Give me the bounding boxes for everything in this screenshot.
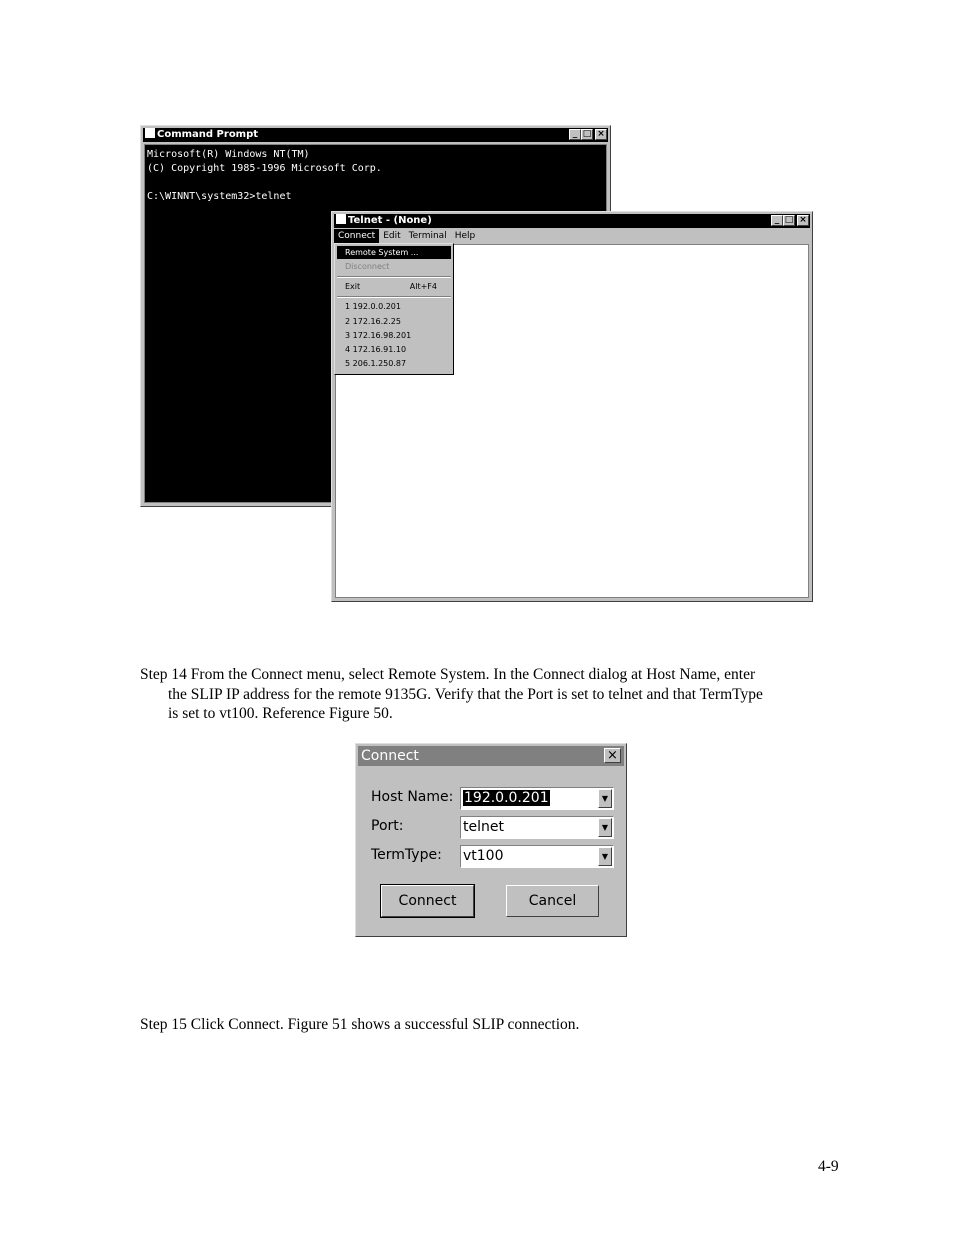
page-number: 4-9 bbox=[818, 1158, 839, 1175]
menu-item-recent-5[interactable]: 5 206.1.250.87 bbox=[345, 359, 407, 368]
command-prompt-title: Command Prompt bbox=[157, 129, 259, 140]
telnet-menubar bbox=[334, 229, 810, 244]
console-line bbox=[147, 176, 604, 190]
termtype-label: TermType: bbox=[371, 847, 442, 863]
cancel-button[interactable]: Cancel bbox=[506, 885, 599, 917]
menu-item-disconnect: Disconnect bbox=[345, 262, 390, 271]
console-line: (C) Copyright 1985-1996 Microsoft Corp. bbox=[147, 163, 382, 174]
command-prompt-titlebar[interactable] bbox=[143, 128, 608, 142]
menu-help[interactable]: Help bbox=[454, 231, 476, 241]
menu-item-exit[interactable] bbox=[337, 280, 451, 293]
close-icon[interactable]: × bbox=[604, 748, 621, 763]
port-value: telnet bbox=[463, 819, 504, 835]
menu-item-recent-3[interactable]: 3 172.16.98.201 bbox=[345, 331, 412, 340]
minimize-button[interactable]: _ bbox=[771, 215, 783, 226]
menu-item-exit-label: Exit bbox=[345, 282, 361, 291]
console-line: Microsoft(R) Windows NT(TM) bbox=[147, 149, 310, 160]
step-15-paragraph: Step 15 Click Connect. Figure 51 shows a successful SLIP connection. bbox=[140, 1016, 580, 1033]
menu-item-recent-4[interactable]: 4 172.16.91.10 bbox=[345, 345, 407, 354]
termtype-combobox[interactable] bbox=[460, 845, 614, 868]
connect-dialog bbox=[355, 743, 627, 937]
menu-item-recent-2[interactable]: 2 172.16.2.25 bbox=[345, 317, 401, 326]
connect-dialog-titlebar[interactable] bbox=[358, 746, 624, 766]
close-button[interactable]: × bbox=[595, 129, 607, 140]
console-line: C:\WINNT\system32>telnet bbox=[147, 191, 292, 202]
chevron-down-icon[interactable]: ▼ bbox=[598, 818, 612, 837]
connect-button[interactable]: Connect bbox=[381, 885, 474, 917]
maximize-button[interactable]: □ bbox=[784, 215, 794, 225]
port-combobox[interactable] bbox=[460, 816, 614, 839]
telnet-titlebar[interactable] bbox=[334, 214, 810, 228]
minimize-button[interactable]: _ bbox=[569, 129, 581, 140]
menu-connect[interactable]: Connect bbox=[334, 229, 379, 244]
command-prompt-icon bbox=[145, 128, 155, 138]
step-14-line-1: Step 14 From the Connect menu, select Remote System. In the Connect dialog at Host Name, enter bbox=[140, 666, 756, 683]
menu-item-exit-shortcut: Alt+F4 bbox=[409, 282, 437, 291]
menu-edit[interactable]: Edit bbox=[383, 231, 401, 241]
connect-menu-dropdown bbox=[334, 243, 454, 375]
step-14-line-2: the SLIP IP address for the remote 9135G. Verify that the Port is set to telnet and that TermType bbox=[168, 685, 763, 703]
menu-item-recent-1[interactable]: 1 192.0.0.201 bbox=[345, 302, 401, 311]
step-14-line-3: is set to vt100. Reference Figure 50. bbox=[168, 705, 393, 722]
chevron-down-icon[interactable]: ▼ bbox=[598, 789, 612, 808]
menu-separator bbox=[337, 296, 451, 298]
port-label: Port: bbox=[371, 818, 404, 834]
maximize-button[interactable]: □ bbox=[582, 129, 592, 139]
host-name-value: 192.0.0.201 bbox=[464, 790, 549, 806]
telnet-icon bbox=[336, 214, 346, 224]
host-name-label: Host Name: bbox=[371, 789, 454, 805]
chevron-down-icon[interactable]: ▼ bbox=[598, 847, 612, 866]
termtype-value: vt100 bbox=[463, 848, 504, 864]
host-name-combobox[interactable] bbox=[460, 787, 614, 810]
menu-terminal[interactable]: Terminal bbox=[408, 231, 447, 241]
step-14-paragraph bbox=[140, 665, 840, 724]
connect-dialog-title: Connect bbox=[361, 748, 419, 764]
menu-item-remote-system[interactable]: Remote System ... bbox=[337, 246, 451, 259]
close-button[interactable]: × bbox=[797, 215, 809, 226]
telnet-title: Telnet - (None) bbox=[348, 215, 432, 226]
menu-separator bbox=[337, 276, 451, 278]
